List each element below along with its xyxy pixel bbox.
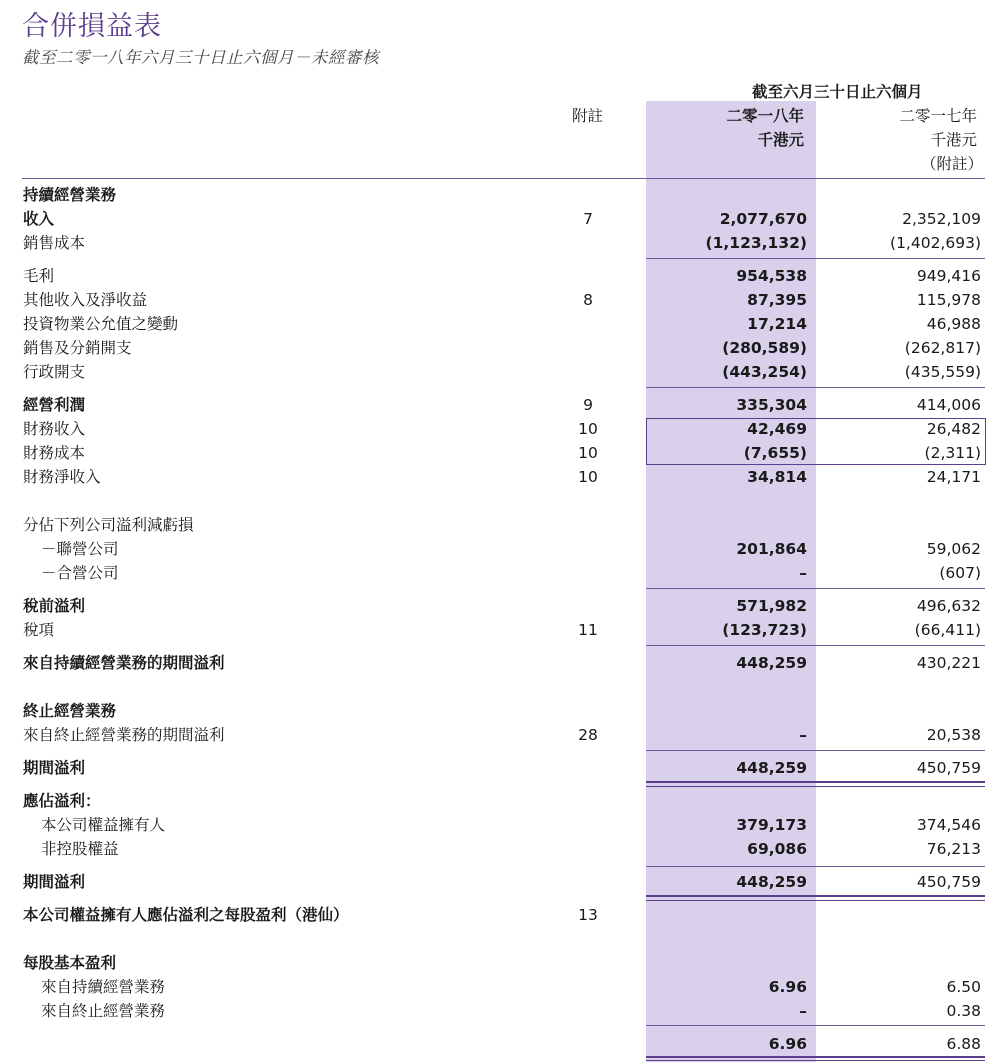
row-value-2017: 450,759	[916, 873, 981, 891]
row-note: 28	[578, 726, 598, 744]
row-label: 稅前溢利	[23, 597, 86, 615]
table-row	[0, 207, 995, 231]
row-value-2018: 34,814	[747, 468, 807, 486]
row-value-2018: 6.96	[768, 1035, 807, 1053]
row-value-2017: 450,759	[916, 759, 981, 777]
row-value-2018: 42,469	[747, 420, 807, 438]
row-label: －聯營公司	[41, 540, 119, 558]
row-value-2018: 571,982	[736, 597, 807, 615]
table-row	[0, 264, 995, 288]
row-label: 期間溢利	[23, 759, 86, 777]
row-label: 銷售及分銷開支	[23, 339, 132, 357]
row-label: 應佔溢利：	[23, 792, 101, 810]
table-row	[0, 183, 995, 207]
table-row	[0, 336, 995, 360]
row-note: 13	[578, 906, 598, 924]
row-label: 稅項	[23, 621, 55, 639]
row-label: 財務收入	[23, 420, 86, 438]
double-underline	[646, 895, 985, 897]
row-label: 分佔下列公司溢利減虧損	[23, 516, 194, 534]
table-row	[0, 618, 995, 642]
table-row	[0, 999, 995, 1023]
period-header: 截至六月三十日止六個月	[752, 83, 923, 101]
subtotal-rule	[646, 258, 985, 259]
row-value-2018: 448,259	[736, 654, 807, 672]
table-row	[0, 951, 995, 975]
double-underline	[646, 900, 985, 901]
table-row	[0, 975, 995, 999]
subtotal-rule	[646, 387, 985, 388]
row-value-2017: 46,988	[926, 315, 981, 333]
row-value-2017: 24,171	[926, 468, 981, 486]
subtotal-rule	[646, 1025, 985, 1026]
double-underline	[646, 786, 985, 787]
row-value-2018: 379,173	[736, 816, 807, 834]
subtotal-rule	[646, 645, 985, 646]
row-label: 來自持續經營業務的期間溢利	[23, 654, 225, 672]
row-label: 經營利潤	[23, 396, 86, 414]
row-label: 銷售成本	[23, 234, 86, 252]
row-note: 11	[578, 621, 598, 639]
col-2017-header: 二零一七年	[899, 107, 977, 125]
row-value-2017: 2,352,109	[902, 210, 981, 228]
row-value-2018: 448,259	[736, 873, 807, 891]
row-label: 毛利	[23, 267, 55, 285]
header-rule	[22, 178, 985, 179]
row-label: 每股基本盈利	[23, 954, 117, 972]
row-value-2018: 954,538	[736, 267, 807, 285]
subtotal-rule	[646, 588, 985, 589]
row-label: 其他收入及淨收益	[23, 291, 148, 309]
subtotal-rule	[646, 750, 985, 751]
row-value-2017: 6.88	[946, 1035, 981, 1053]
row-value-2017: 374,546	[916, 816, 981, 834]
table-row	[0, 465, 995, 489]
table-row	[0, 651, 995, 675]
table-row	[0, 417, 995, 441]
row-label: 本公司權益擁有人	[41, 816, 166, 834]
row-label: 期間溢利	[23, 873, 86, 891]
table-row	[0, 312, 995, 336]
table-row	[0, 288, 995, 312]
row-note: 10	[578, 468, 598, 486]
table-row	[0, 723, 995, 747]
row-value-2018: (443,254)	[722, 363, 807, 381]
row-note: 8	[583, 291, 593, 309]
row-value-2018: –	[799, 726, 807, 744]
row-value-2017: 430,221	[916, 654, 981, 672]
table-row	[0, 594, 995, 618]
row-label: 非控股權益	[41, 840, 119, 858]
row-value-2017: (1,402,693)	[890, 234, 981, 252]
row-value-2017: (262,817)	[904, 339, 981, 357]
row-value-2017: 20,538	[926, 726, 981, 744]
table-row	[0, 537, 995, 561]
row-value-2018: –	[799, 1002, 807, 1020]
subtotal-rule	[646, 866, 985, 867]
row-label: 持續經營業務	[23, 186, 117, 204]
row-value-2017: (607)	[939, 564, 981, 582]
row-label: 財務成本	[23, 444, 86, 462]
row-value-2018: (123,723)	[722, 621, 807, 639]
row-note: 10	[578, 420, 598, 438]
row-label: 來自終止經營業務	[41, 1002, 166, 1020]
row-value-2018: 6.96	[768, 978, 807, 996]
table-row	[0, 699, 995, 723]
table-row	[0, 393, 995, 417]
table-row	[0, 813, 995, 837]
row-value-2018: 87,395	[747, 291, 807, 309]
double-underline	[646, 1060, 985, 1061]
row-value-2017: 76,213	[926, 840, 981, 858]
row-note: 7	[583, 210, 593, 228]
row-value-2018: 69,086	[747, 840, 807, 858]
row-value-2017: 115,978	[916, 291, 981, 309]
row-label: 財務淨收入	[23, 468, 101, 486]
row-value-2018: 335,304	[736, 396, 807, 414]
table-row	[0, 231, 995, 255]
col-2018-unit: 千港元	[757, 131, 804, 149]
table-row	[0, 903, 995, 927]
row-value-2017: 0.38	[946, 1002, 981, 1020]
row-value-2017: 496,632	[916, 597, 981, 615]
row-label: 行政開支	[23, 363, 86, 381]
row-note: 9	[583, 396, 593, 414]
row-label: 終止經營業務	[23, 702, 117, 720]
table-row	[0, 789, 995, 813]
row-label: －合營公司	[41, 564, 119, 582]
row-value-2018: 2,077,670	[719, 210, 807, 228]
row-value-2018: (280,589)	[722, 339, 807, 357]
row-value-2018: 17,214	[747, 315, 807, 333]
table-row	[0, 561, 995, 585]
row-value-2018: 448,259	[736, 759, 807, 777]
statement-title: 合併損益表	[22, 11, 162, 42]
row-value-2017: 949,416	[916, 267, 981, 285]
table-row	[0, 513, 995, 537]
row-label: 來自終止經營業務的期間溢利	[23, 726, 225, 744]
row-value-2017: (66,411)	[914, 621, 981, 639]
double-underline	[646, 1056, 985, 1058]
table-row	[0, 441, 995, 465]
double-underline	[646, 781, 985, 783]
row-value-2017: 6.50	[946, 978, 981, 996]
row-value-2017: 414,006	[916, 396, 981, 414]
row-value-2018: –	[799, 564, 807, 582]
statement-subtitle: 截至二零一八年六月三十日止六個月－未經審核	[22, 48, 379, 67]
row-label: 收入	[23, 210, 55, 228]
row-label: 本公司權益擁有人應佔溢利之每股盈利（港仙）	[23, 906, 349, 924]
table-row	[0, 756, 995, 780]
row-label: 投資物業公允值之變動	[23, 315, 179, 333]
col-2017-restated-note: （附註）	[920, 155, 983, 173]
col-2017-unit: 千港元	[930, 131, 977, 149]
row-value-2018: (1,123,132)	[705, 234, 807, 252]
row-value-2018: 201,864	[736, 540, 807, 558]
table-row	[0, 1032, 995, 1056]
table-row	[0, 870, 995, 894]
row-label: 來自持續經營業務	[41, 978, 166, 996]
row-value-2017: (2,311)	[924, 444, 981, 462]
table-row	[0, 837, 995, 861]
table-row	[0, 360, 995, 384]
row-note: 10	[578, 444, 598, 462]
row-value-2017: 59,062	[926, 540, 981, 558]
note-column-header: 附註	[572, 107, 604, 125]
row-value-2017: 26,482	[926, 420, 981, 438]
row-value-2017: (435,559)	[904, 363, 981, 381]
row-value-2018: (7,655)	[743, 444, 807, 462]
col-2018-header: 二零一八年	[726, 107, 804, 125]
